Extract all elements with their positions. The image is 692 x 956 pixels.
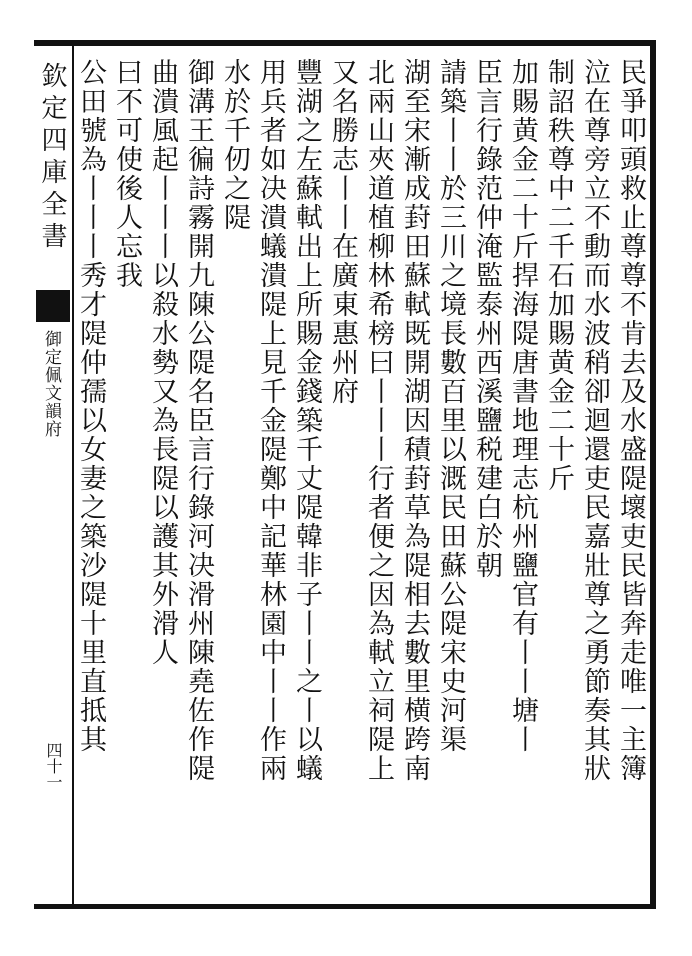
frame-right-rule — [650, 40, 656, 909]
frame-top-rule — [34, 40, 656, 46]
frame-bottom-rule — [34, 904, 656, 909]
text-column: 泣在尊旁立不動而水波稍卻迴還吏民嘉壯尊之勇節奏其狀 — [579, 58, 610, 783]
text-column: 豐湖之左蘇軾出上所賜金錢築千丈隄韓非子丨丨之丨以蟻 — [291, 58, 322, 783]
text-column: 公田號為丨丨丨秀才隄仲孺以女妻之築沙隄十里直抵其 — [75, 58, 106, 754]
text-column: 請築丨丨於三川之境長數百里以溉民田蘇公隄宋史河渠 — [435, 58, 466, 754]
text-column: 用兵者如决潰蟻潰隄上見千金隄鄭中記華林園中丨丨作兩 — [255, 58, 286, 783]
text-column: 臣言行錄范仲淹監泰州西溪鹽税建白於朝 — [471, 58, 502, 580]
book-title: 欽定四庫全書 — [37, 62, 67, 254]
text-column: 加賜黄金二十斤捍海隄唐書地理志杭州鹽官有丨丨塘丨 — [507, 58, 538, 754]
text-column: 曲潰風起丨丨丨以殺水勢又為長隄以護其外滑人 — [147, 58, 178, 667]
fishtail-mark — [36, 290, 70, 322]
text-column: 又名勝志丨丨在廣東惠州府 — [327, 58, 358, 406]
text-column: 湖至宋漸成葑田蘇軾既開湖因積葑草為隄相去數里横跨南 — [399, 58, 430, 783]
text-column: 制詔秩尊中二千石加賜黄金二十斤 — [543, 58, 574, 493]
text-column: 民爭叩頭救止尊尊不肯去及水盛隄壞吏民皆奔走唯一主簿 — [615, 58, 646, 783]
text-column: 北兩山夾道植柳林希榜曰丨丨丨行者便之因為軾立祠隄上 — [363, 58, 394, 783]
text-column: 水於千仞之隄 — [219, 58, 250, 232]
section-title: 御定佩文韻府 — [41, 330, 61, 438]
text-column: 曰不可使後人忘我 — [111, 58, 142, 290]
page-number: 四十一 — [44, 742, 63, 790]
text-column: 御溝王徧詩霧開九陳公隄名臣言行錄河决滑州陳堯佐作隄 — [183, 58, 214, 783]
